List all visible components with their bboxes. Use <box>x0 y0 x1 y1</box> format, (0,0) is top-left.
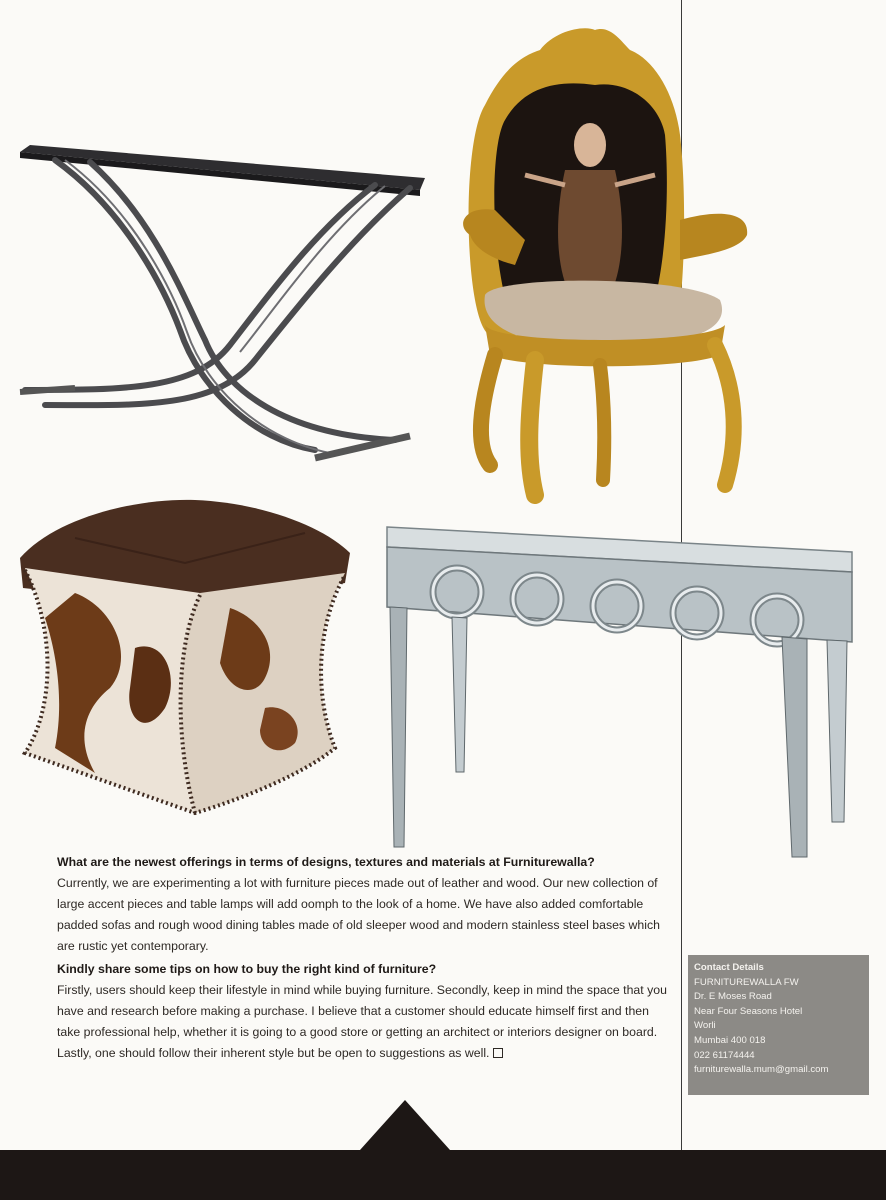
interview-article <box>57 852 667 1066</box>
contact-area: Worli <box>694 1020 716 1032</box>
end-of-article-mark <box>493 1048 503 1058</box>
contact-landmark: Near Four Seasons Hotel <box>694 1005 803 1017</box>
footer-notch <box>360 1100 450 1150</box>
contact-details-title: Contact Details <box>694 962 764 973</box>
mirrored-console-image <box>382 522 857 862</box>
contact-phone: 022 61174444 <box>694 1049 755 1061</box>
gilded-armchair-image <box>455 25 755 510</box>
contact-details-box <box>688 955 869 1095</box>
contact-street: Dr. E Moses Road <box>694 991 772 1003</box>
answer-2-text: Firstly, users should keep their lifestyle in mind while buying furniture. Secondly, keep in mind the space that you have and research before making a purchase. I believe that a customer should educate himself first and then take professional help, whether it is going to a good store or getting an architect or interiors designer on board. Lastly, one should follow their inherent style but be open to suggestions as well. <box>57 983 667 1060</box>
cowhide-ottoman-image <box>15 498 355 828</box>
contact-email: furniturewalla.mum@gmail.com <box>694 1064 829 1076</box>
question-1: What are the newest offerings in terms of designs, textures and materials at Furniturewalla? <box>57 855 595 869</box>
answer-1: Currently, we are experimenting a lot with furniture pieces made out of leather and wood. Our new collection of large accent pieces and table lamps will add oomph to the look of a home. We have also added comfortable padded sofas and rough wood dining tables made of old sleeper wood and modern stainless steel bases which are rustic yet contemporary. <box>57 876 660 953</box>
question-2: Kindly share some tips on how to buy the right kind of furniture? <box>57 962 437 976</box>
contact-city: Mumbai 400 018 <box>694 1034 766 1046</box>
footer-bar <box>0 1150 886 1200</box>
contact-company: FURNITUREWALLA FW <box>694 976 799 988</box>
console-table-image <box>15 140 430 480</box>
answer-2 <box>57 980 667 1064</box>
